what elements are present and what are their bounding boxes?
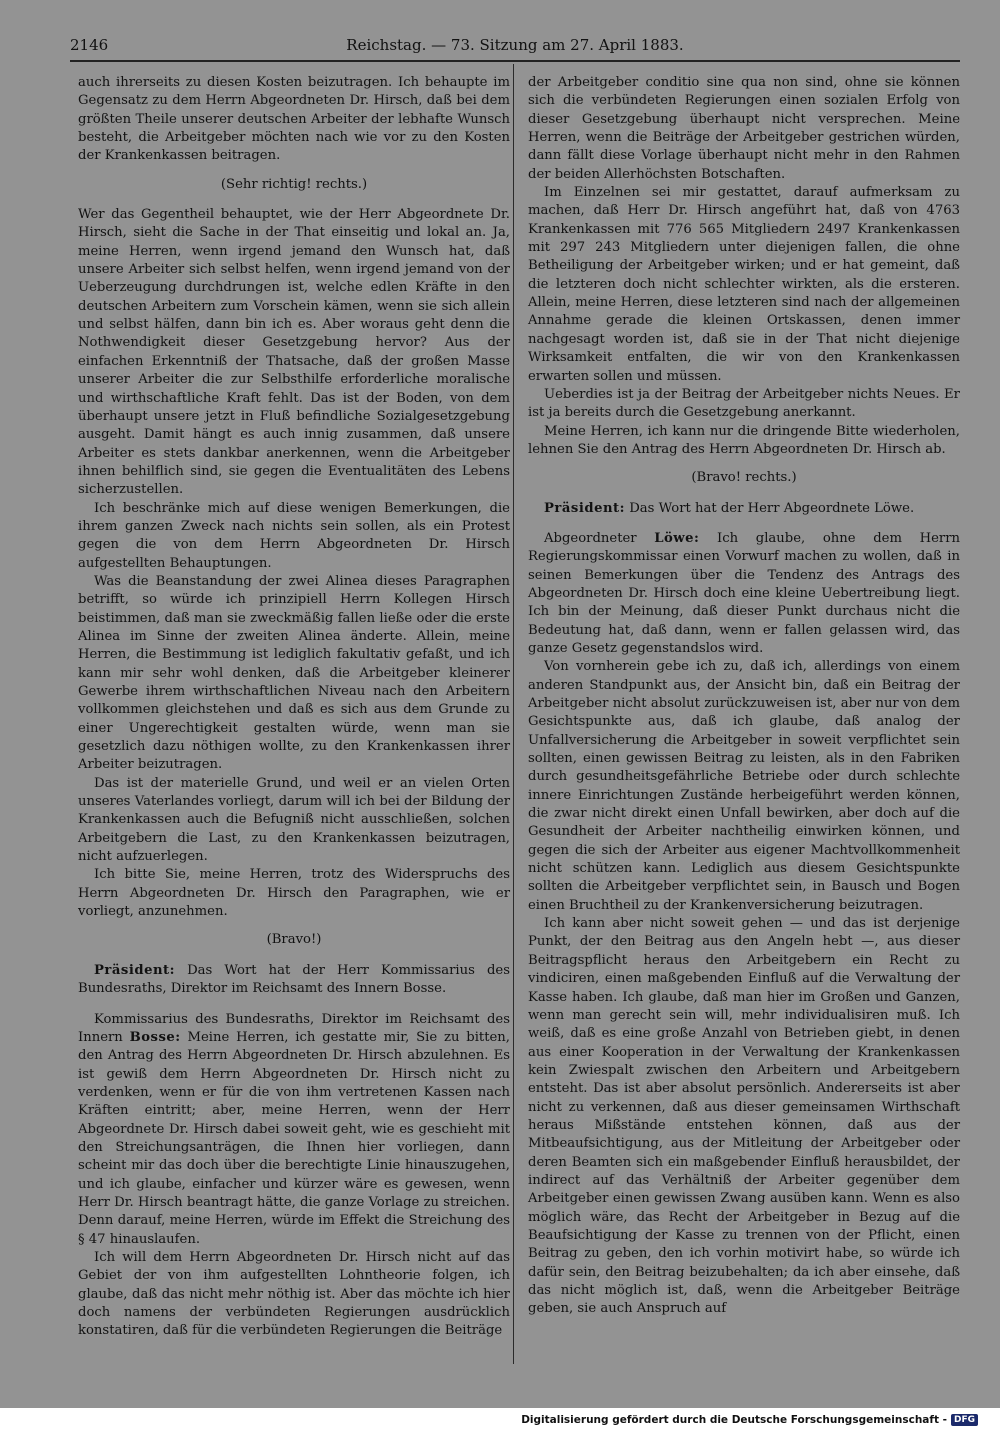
speaker-paragraph xyxy=(528,500,960,518)
paragraph: der Arbeitgeber conditio sine qua non sind, ohne sie können sich die verbündeten Regierungen einen sozialen Erfolg von dieser Gesetzgebung überhaupt nicht versprechen. Meine Herren, wenn die Beiträge der Arbeitgeber gestrichen würden, dann fällt diese Vorlage überhaupt nicht mehr in den Rahmen der beiden Allerhöchsten Botschaften. xyxy=(528,75,960,182)
digitization-credit xyxy=(521,1411,978,1429)
paragraph: Ich bitte Sie, meine Herren, trotz des Widerspruchs des Herrn Abgeordneten Dr. Hirsch den Paragraphen, wie er vorliegt, anzunehmen. xyxy=(78,867,510,920)
paragraph: Im Einzelnen sei mir gestattet, darauf aufmerksam zu machen, daß Herr Dr. Hirsch angeführt hat, daß von 4763 Krankenkassen mit 776 565 Mitgliedern 2497 Krankenkassen mit 297 243 Mitgliedern unter diejenigen fallen, die ohne Betheiligung der Arbeitgeber wirken; und er hat gemeint, daß die letzteren doch nicht schlechter wirkten, als die ersteren. Allein, meine Herren, diese letzteren sind nach der allgemeinen Annahme gerade die kleinen Ortskassen, denen immer nachgesagt worden ist, daß sie in der That nicht diejenige Wirksamkeit entfalten, die wir von den Krankenkassen erwarten sollen und müssen. xyxy=(528,185,960,384)
right-column xyxy=(528,74,960,1319)
speaker-name: Löwe: xyxy=(654,530,700,546)
speaker-name: Bosse: xyxy=(129,1029,181,1045)
left-column xyxy=(78,74,510,1341)
interjection: (Bravo! rechts.) xyxy=(691,470,797,486)
paragraph: Wer das Gegentheil behauptet, wie der Herr Abgeordnete Dr. Hirsch, sieht die Sache in der That einseitig und lokal an. Ja, meine Herren, wenn irgend jemand den Wunsch hat, daß unsere Arbeiter sich selbst helfen, wenn irgend jemand von der Ueberzeugung durchdrungen ist, welche edlen Kräfte in den deutschen Arbeitern zum Vorschein kämen, wenn sie sich allein und selbst hälfen, dann bin ich es. Aber woraus geht denn die Nothwendigkeit dieser Gesetzgebung hervor? Aus der einfachen Erkenntniß der Thatsache, daß der großen Masse unserer Arbeiter die zur Selbsthilfe erforderliche moralische und wirthschaftliche Kraft fehlt. Das ist der Boden, von dem überhaupt unsere jetzt in Fluß befindliche Sozialgesetzgebung ausgeht. Damit hängt es auch innig zusammen, daß unsere Arbeiter es stets dankbar anerkennen, wenn die Arbeitgeber ihnen behilflich sind, sie gegen die Eventualitäten des Lebens sicherzustellen. xyxy=(78,207,510,498)
interjection: (Sehr richtig! rechts.) xyxy=(220,176,368,192)
speech-text: Meine Herren, ich gestatte mir, Sie zu bitten, den Antrag des Herrn Abgeordneten Dr. Hirsch abzulehnen. Es ist gewiß dem Herrn Abgeordneten Dr. Hirsch nicht zu verdenken, wenn er für die von ihm vertretenen Kassen nach Kräften eintritt; aber, meine Herren, wenn der Herr Abgeordnete Dr. Hirsch dabei soweit geht, wie es geschieht mit den Streichungsanträgen, die Ihnen hier vorliegen, dann scheint mir das doch über die berechtigte Linie hinauszugehen, und ich glaube, einfacher und kürzer wäre es gewesen, wenn Herr Dr. Hirsch beantragt hätte, die ganze Vorlage zu streichen. Denn darauf, meine Herren, würde im Effekt die Streichung des § 47 hinauslaufen. xyxy=(78,1029,510,1247)
page-number: 2146 xyxy=(70,36,109,54)
paragraph: Das ist der materielle Grund, und weil er an vielen Orten unseres Vaterlandes vorliegt, darum will ich bei der Bildung der Krankenkassen auch die Befugniß nicht ausschließen, solchen Arbeitgebern die Last, zu den Krankenkassen beizutragen, nicht aufzuerlegen. xyxy=(78,775,510,865)
credit-text: Digitalisierung gefördert durch die Deutsche Forschungsgemeinschaft - xyxy=(521,1414,947,1426)
speech-text: Das Wort hat der Herr Kommissarius des Bundesraths, Direktor im Reichsamt des Innern Bosse. xyxy=(78,962,510,997)
interjection: (Bravo!) xyxy=(266,932,322,948)
running-title: Reichstag. — 73. Sitzung am 27. April 1883. xyxy=(346,36,684,54)
paragraph: auch ihrerseits zu diesen Kosten beizutragen. Ich behaupte im Gegensatz zu dem Herrn Abgeordneten Dr. Hirsch, daß bei dem größten Theile unserer deutschen Arbeiter der lebhafte Wunsch besteht, die Arbeitgeber möchten nach wie vor zu den Kosten der Krankenkassen beitragen. xyxy=(78,75,510,164)
header-rule xyxy=(70,60,960,62)
speech-text: Ich glaube, ohne dem Herrn Regierungskommissar einen Vorwurf machen zu wollen, daß in seinen Bemerkungen über die Tendenz des Antrags des Abgeordneten Dr. Hirsch doch eine kleine Uebertreibung liegt. Ich bin der Meinung, daß dieser Punkt durchaus nicht die Bedeutung hat, daß dann, wenn er fallen gelassen wird, das ganze Gesetz gegenstandslos wird. xyxy=(528,530,960,656)
speaker-name: Präsident: xyxy=(544,500,626,516)
paragraph: Ueberdies ist ja der Beitrag der Arbeitgeber nichts Neues. Er ist ja bereits durch die Gesetzgebung anerkannt. xyxy=(528,386,960,421)
speaker-name: Präsident: xyxy=(94,962,176,978)
page-header xyxy=(70,34,960,60)
paragraph: Meine Herren, ich kann nur die dringende Bitte wiederholen, lehnen Sie den Antrag des Herrn Abgeordneten Dr. Hirsch ab. xyxy=(528,423,960,457)
speaker-title: Abgeordneter xyxy=(544,530,655,546)
speech-text: Das Wort hat der Herr Abgeordnete Löwe. xyxy=(625,500,915,516)
column-divider xyxy=(513,64,514,1364)
dfg-logo: DFG xyxy=(951,1414,978,1426)
paragraph: Ich beschränke mich auf diese wenigen Bemerkungen, die ihrem ganzen Zweck nach nichts sein sollen, als ein Protest gegen die von dem Herrn Abgeordneten Dr. Hirsch aufgestellten Behauptungen. xyxy=(78,500,510,571)
paragraph: Von vornherein gebe ich zu, daß ich, allerdings von einem anderen Standpunkt aus, der Ansicht bin, daß ein Beitrag der Arbeitgeber nicht absolut zurückzuweisen ist, aber nur von dem Gesichtspunkte aus, daß ich glaube, daß analog der Unfallversicherung die Arbeitgeber in soweit verpflichtet sein sollten, einen gewissen Beitrag zu leisten, als in den Fabriken durch gesundheitsgefährliche Betriebe oder durch schlechte innere Einrichtungen Zustände herbeigeführt werden können, die zwar nicht direkt einen Unfall bewirken, aber doch auf die Gesundheit der Arbeiter nachtheilig einwirken können, und gegen die sich der Arbeiter aus eigener Machtvollkommenheit nicht schützen kann. Lediglich aus diesem Gesichtspunkte sollten die Arbeitgeber verpflichtet sein, in Bausch und Bogen einen Bruchtheil zu der Krankenversicherung beizutragen. xyxy=(528,659,960,913)
paragraph: Ich will dem Herrn Abgeordneten Dr. Hirsch nicht auf das Gebiet der von ihm aufgestellten Lohntheorie folgen, ich glaube, daß das nicht mehr nöthig ist. Aber das möchte ich hier doch namens der verbündeten Regierungen ausdrücklich konstatiren, daß für die verbündeten Regierungen die Beiträge xyxy=(78,1249,510,1339)
speaker-paragraph xyxy=(78,1011,510,1249)
speaker-paragraph xyxy=(528,530,960,658)
paragraph: Was die Beanstandung der zwei Alinea dieses Paragraphen betrifft, so würde ich prinzipiell Herrn Kollegen Hirsch beistimmen, daß man sie zweckmäßig fallen ließe oder die erste Alinea im Sinne der zweiten Alinea änderte. Allein, meine Herren, die Bestimmung ist lediglich fakultativ gefaßt, und ich kann mir sehr wohl denken, daß die Arbeitgeber kleinerer Gewerbe ihrem wirthschaftlichen Niveau nach den Arbeitern vollkommen gleichstehen und daß es sich aus dem Grunde zu einer Ungerechtigkeit gestalten würde, wenn man sie gesetzlich dazu nöthigen wollte, zu den Krankenkassen ihrer Arbeiter beizutragen. xyxy=(78,573,510,773)
speaker-title: Kommissarius des Bundesraths, Direktor im Reichsamt des Innern xyxy=(78,1011,510,1045)
speaker-paragraph xyxy=(78,962,510,999)
paragraph: Ich kann aber nicht soweit gehen — und das ist derjenige Punkt, der den Beitrag aus den Angeln hebt —, aus dieser Beitragspflicht heraus den Arbeitgebern ein Recht zu vindiciren, einen maßgebenden Einfluß auf die Verwaltung der Kasse haben. Ich glaube, daß man hier im Großen und Ganzen, wenn man gerecht sein will, mehr individualisiren muß. Ich weiß, daß es eine große Anzahl von Betrieben giebt, in denen aus einer Kooperation in der Verwaltung der Krankenkassen kein Zwiespalt zwischen den Arbeitern und Arbeitgebern entsteht. Das ist aber absolut persönlich. Andererseits ist aber nicht zu verkennen, daß aus dieser gemeinsamen Wirthschaft heraus Mißstände entstehen können, daß aus der Mitbeaufsichtigung, aus der Mitleitung der Arbeitgeber oder deren Beamten sich ein maßgebender Einfluß herausbildet, der indirect auf das Verhältniß der Arbeiter gegenüber dem Arbeitgeber einen gewissen Zwang ausüben kann. Wenn es also möglich wäre, das Recht der Arbeitgeber in Bezug auf die Beaufsichtigung der Kasse zu trennen von der Pflicht, einen Beitrag zu geben, den ich vorhin motivirt habe, so würde ich dafür sein, den Beitrag beizubehalten; da ich aber einsehe, daß das nicht möglich ist, daß, wenn die Arbeitgeber Beiträge geben, sie auch Anspruch auf xyxy=(528,916,960,1317)
